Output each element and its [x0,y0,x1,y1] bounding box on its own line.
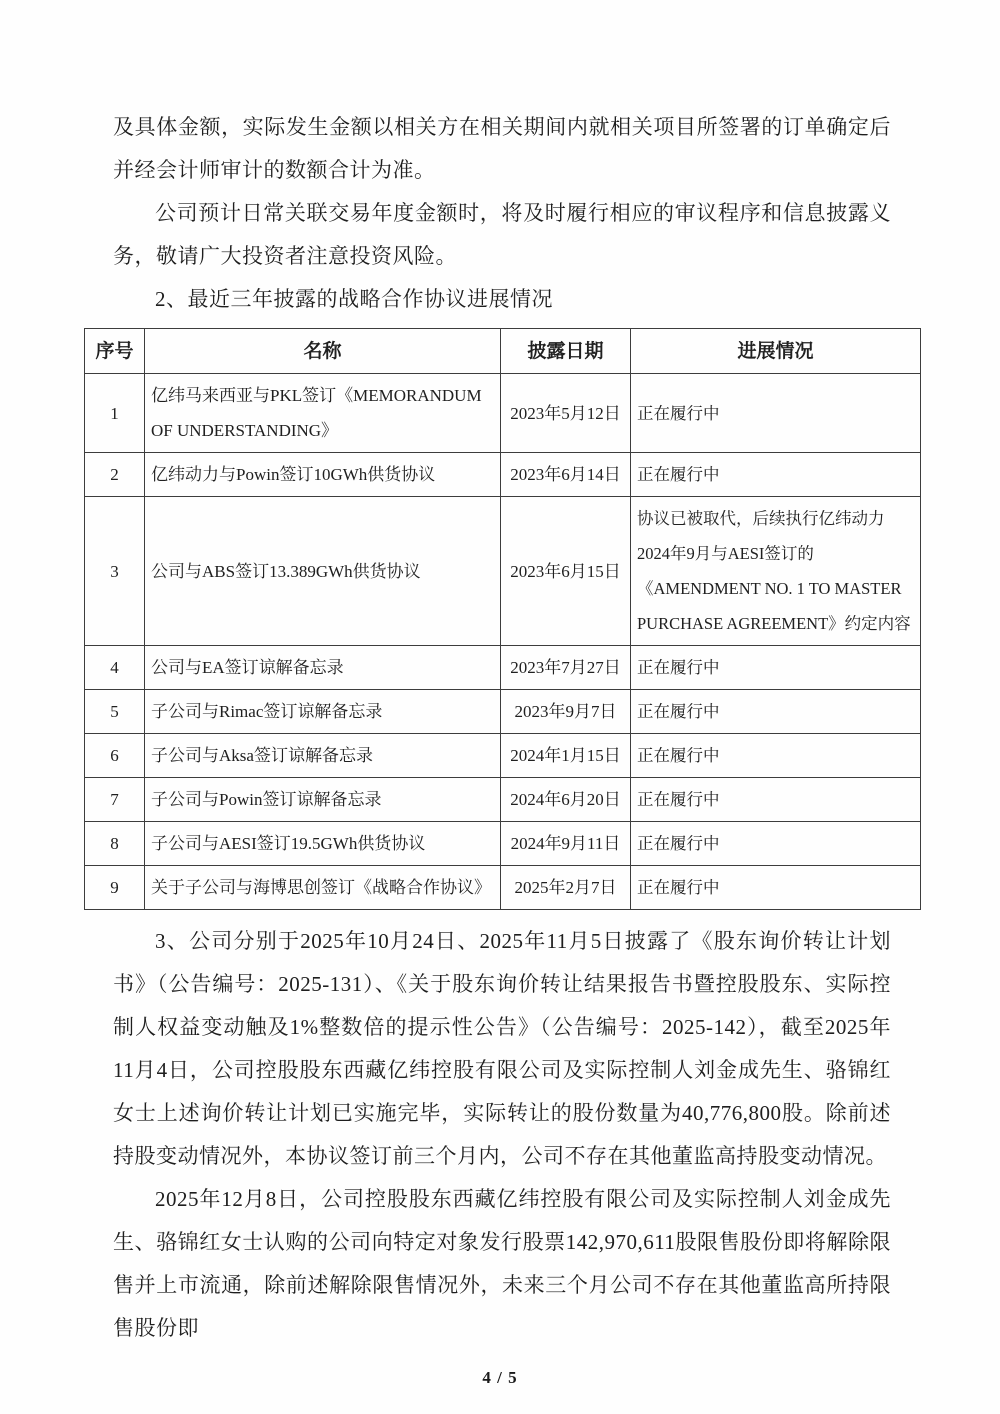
name-cell: 子公司与Rimac签订谅解备忘录 [145,690,501,734]
paragraph-risk-notice: 公司预计日常关联交易年度金额时，将及时履行相应的审议程序和信息披露义务，敬请广大投资者注意投资风险。 [113,201,891,268]
table-row [85,866,921,910]
header-name: 名称 [145,329,501,374]
name-cell: 公司与EA签订谅解备忘录 [145,646,501,690]
seq-cell: 7 [85,778,145,822]
date-cell: 2023年9月7日 [501,690,631,734]
table-row [85,778,921,822]
seq-cell: 5 [85,690,145,734]
seq-cell: 4 [85,646,145,690]
progress-cell: 正在履行中 [631,866,921,910]
name-cell: 子公司与Aksa签订谅解备忘录 [145,734,501,778]
header-seq: 序号 [85,329,145,374]
header-date: 披露日期 [501,329,631,374]
date-cell: 2023年5月12日 [501,374,631,453]
table-body [85,374,921,910]
seq-cell: 1 [85,374,145,453]
date-cell: 2024年9月11日 [501,822,631,866]
seq-cell: 3 [85,497,145,646]
date-cell: 2024年1月15日 [501,734,631,778]
date-cell: 2023年6月15日 [501,497,631,646]
date-cell: 2023年6月14日 [501,453,631,497]
table-row [85,646,921,690]
progress-cell: 正在履行中 [631,690,921,734]
page-number: 4 / 5 [482,1368,518,1387]
progress-cell: 正在履行中 [631,453,921,497]
progress-cell: 正在履行中 [631,822,921,866]
section-heading-progress: 2、最近三年披露的战略合作协议进展情况 [155,287,553,311]
header-progress: 进展情况 [631,329,921,374]
name-cell: 子公司与AESI签订19.5GWh供货协议 [145,822,501,866]
table-row [85,734,921,778]
name-cell: 关于子公司与海博思创签订《战略合作协议》 [145,866,501,910]
table-row [85,822,921,866]
seq-cell: 8 [85,822,145,866]
seq-cell: 6 [85,734,145,778]
paragraph-share-transfer: 3、公司分别于2025年10月24日、2025年11月5日披露了《股东询价转让计划书》（公告编号：2025-131）、《关于股东询价转让结果报告书暨控股股东、实际控制人权益变动触及1%整数倍的提示性公告》（公告编号：2025-142），截至2025年11月4日，公司控股股东西藏亿纬控股有限公司及实际控制人刘金成先生、骆锦红女士上述询价转让计划已实施完毕，实际转让的股份数量为40,776,800股。除前述持股变动情况外，本协议签订前三个月内，公司不存在其他董监高持股变动情况。 [113,929,891,1168]
progress-cell: 协议已被取代，后续执行亿纬动力2024年9月与AESI签订的《AMENDMENT NO. 1 TO MASTER PURCHASE AGREEMENT》约定内容 [631,497,921,646]
progress-cell: 正在履行中 [631,734,921,778]
name-cell: 亿纬马来西亚与PKL签订《MEMORANDUM OF UNDERSTANDING》 [145,374,501,453]
progress-cell: 正在履行中 [631,374,921,453]
table-header-row [85,329,921,374]
seq-cell: 2 [85,453,145,497]
table-row [85,690,921,734]
seq-cell: 9 [85,866,145,910]
date-cell: 2023年7月27日 [501,646,631,690]
table-row [85,497,921,646]
date-cell: 2025年2月7日 [501,866,631,910]
paragraph-continuation: 及具体金额，实际发生金额以相关方在相关期间内就相关项目所签署的订单确定后并经会计师审计的数额合计为准。 [113,115,891,182]
name-cell: 亿纬动力与Powin签订10GWh供货协议 [145,453,501,497]
name-cell: 子公司与Powin签订谅解备忘录 [145,778,501,822]
progress-cell: 正在履行中 [631,778,921,822]
document-body [95,106,911,1350]
progress-cell: 正在履行中 [631,646,921,690]
table-row [85,453,921,497]
name-cell: 公司与ABS签订13.389GWh供货协议 [145,497,501,646]
date-cell: 2024年6月20日 [501,778,631,822]
table-row [85,374,921,453]
paragraph-share-unlock: 2025年12月8日，公司控股股东西藏亿纬控股有限公司及实际控制人刘金成先生、骆锦红女士认购的公司向特定对象发行股票142,970,611股限售股份即将解除限售并上市流通，除前述解除限售情况外，未来三个月公司不存在其他董监高所持限售股份即 [113,1187,891,1340]
agreement-progress-table [84,328,921,910]
